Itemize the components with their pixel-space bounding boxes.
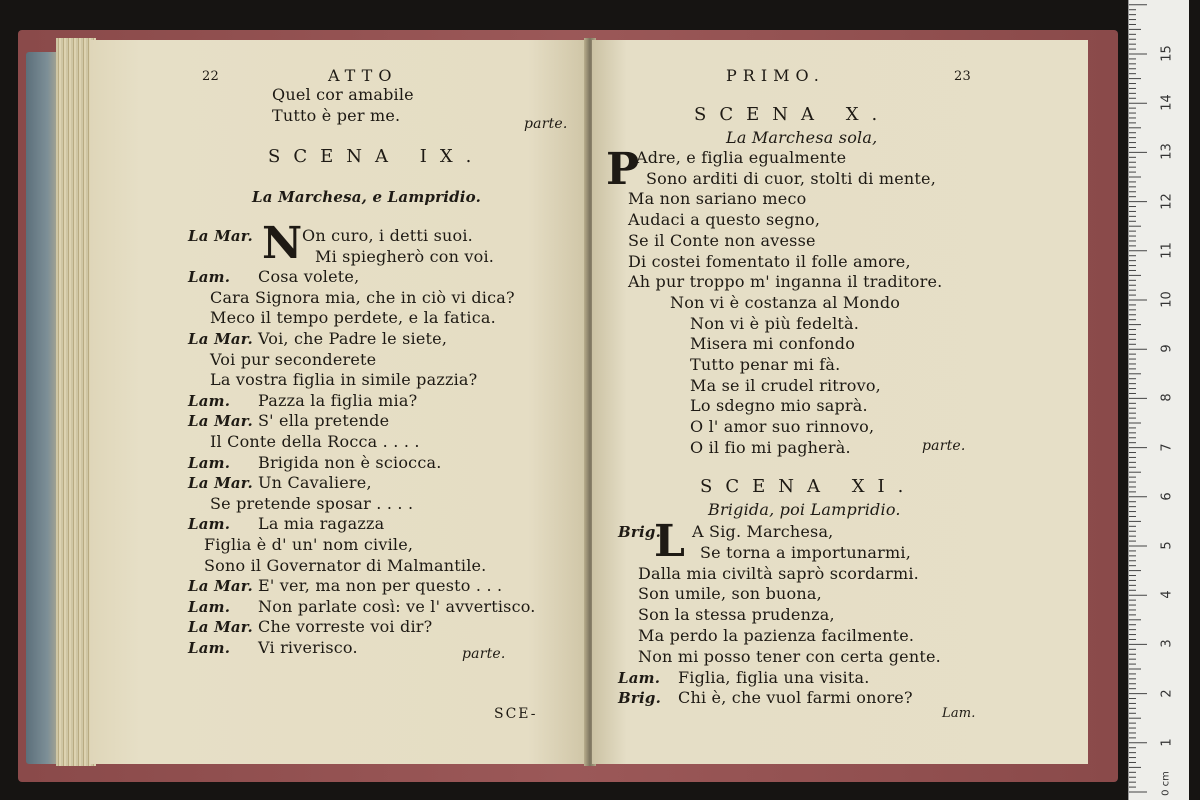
speaker-label: Lam. [188, 268, 231, 287]
verse-line: O il fio mi pagherà. [690, 437, 851, 457]
ruler-label: 9 [1159, 344, 1175, 353]
ruler-label: 6 [1159, 492, 1175, 501]
dialogue-line: Voi pur seconderete [210, 349, 377, 369]
ruler-label: 0 cm [1160, 771, 1172, 796]
speaker-label: Lam. [188, 639, 231, 657]
speaker-label: Lam. [188, 515, 231, 534]
dialogue-line: Figlia, figlia una visita. [678, 667, 870, 687]
scene-title: SCENA XI. [700, 476, 917, 497]
verse-line: Ma se il crudel ritrovo, [690, 375, 881, 395]
ruler-label: 5 [1159, 541, 1175, 550]
verse-line: Ah pur troppo m' inganna il traditore. [628, 272, 943, 292]
speaker-label: Brig. [618, 689, 661, 708]
ruler-label: 8 [1159, 393, 1175, 403]
verse-line: O l' amor suo rinnovo, [690, 417, 875, 437]
drop-capital: N [262, 218, 303, 269]
dialogue-line: Se pretende sposar . . . . [210, 493, 414, 513]
verse-line: Tutto penar mi fà. [690, 355, 841, 374]
speaker-label: La Mar. [188, 618, 253, 637]
verse-line: Non vi è più fedeltà. [690, 313, 860, 333]
scene-title: SCENA X. [694, 104, 891, 125]
verse-line: Sono arditi di cuor, stolti di mente, [646, 168, 937, 188]
ruler-label: 14 [1159, 94, 1175, 111]
dialogue-line: Non parlate così: ve l' avvertisco. [258, 596, 536, 616]
dialogue-line: La mia ragazza [258, 514, 385, 534]
ruler-label: 3 [1159, 639, 1175, 649]
speaker-label: Brig. [618, 523, 661, 541]
verse-line: Di costei fomentato il folle amore, [628, 251, 911, 271]
dialogue-line: Mi spiegherò con voi. [315, 246, 495, 266]
ruler-label: 4 [1159, 590, 1175, 599]
dialogue-line: Se torna a importunarmi, [700, 542, 911, 562]
dialogue-line: Che vorreste voi dir? [258, 617, 433, 637]
verse-line: Tutto è per me. [272, 106, 401, 125]
right-page [592, 40, 1088, 764]
verse-line: Audaci a questo segno, [628, 210, 821, 230]
drop-capital: P [606, 144, 640, 195]
stage-direction: parte. [462, 646, 506, 662]
left-page [90, 40, 588, 764]
verse-line: Quel cor amabile [272, 85, 414, 104]
dialogue-line: Un Cavaliere, [258, 473, 372, 493]
dialogue-line: Brigida non è sciocca. [258, 452, 442, 472]
dialogue-line: Pazza la figlia mia? [258, 390, 418, 410]
speaker-label: La Mar. [188, 474, 253, 493]
dialogue-line: Voi, che Padre le siete, [258, 329, 448, 348]
speaker-label: Lam. [188, 391, 231, 410]
catchword: Lam. [942, 706, 976, 721]
stage-direction: parte. [922, 438, 966, 454]
ruler-label: 12 [1159, 192, 1175, 210]
scene-characters: La Marchesa, e Lampridio. [252, 188, 482, 206]
dialogue-line: Il Conte della Rocca . . . . [210, 432, 420, 451]
verse-line: Misera mi confondo [690, 334, 856, 354]
dialogue-line: A Sig. Marchesa, [692, 522, 834, 541]
dialogue-line: Dalla mia civiltà saprò scordarmi. [638, 563, 919, 583]
verse-line: Non vi è costanza al Mondo [670, 292, 901, 312]
speaker-label: La Mar. [188, 577, 253, 596]
running-head: PRIMO. [726, 66, 825, 85]
dialogue-line: Cosa volete, [258, 267, 360, 287]
speaker-label: Lam. [188, 597, 231, 616]
verse-line: Lo sdegno mio saprà. [690, 396, 868, 416]
scene-title: SCENA IX. [268, 146, 485, 167]
ruler-label: 13 [1159, 143, 1175, 161]
stage-direction: parte. [524, 116, 568, 132]
dialogue-line: Ma perdo la pazienza facilmente. [638, 626, 915, 645]
running-head: ATTO [328, 66, 398, 85]
catchword: SCE- [494, 706, 538, 722]
speaker-label: Lam. [618, 668, 661, 687]
measurement-ruler [1128, 0, 1189, 800]
ruler-label: 11 [1159, 242, 1175, 259]
page-number: 23 [954, 69, 971, 84]
speaker-label: La Mar. [188, 330, 253, 348]
dialogue-line: La vostra figlia in simile pazzia? [210, 370, 478, 390]
drop-capital: L [654, 516, 685, 567]
page-number: 22 [202, 69, 219, 84]
dialogue-line: S' ella pretende [258, 411, 390, 431]
dialogue-line: Cara Signora mia, che in ciò vi dica? [210, 287, 515, 307]
scene-characters: La Marchesa sola, [726, 128, 878, 147]
dialogue-line: Vi riverisco. [258, 638, 358, 657]
dialogue-line: Son la stessa prudenza, [638, 605, 835, 625]
dialogue-line: Sono il Governator di Malmantile. [204, 555, 487, 575]
dialogue-line: On curo, i detti suoi. [302, 226, 473, 245]
speaker-label: Lam. [188, 453, 231, 472]
ruler-label: 1 [1159, 738, 1175, 747]
scene-characters: Brigida, poi Lampridio. [708, 500, 901, 519]
speaker-label: La Mar. [188, 227, 253, 245]
dialogue-line: Non mi posso tener con certa gente. [638, 646, 941, 666]
dialogue-line: Chi è, che vuol farmi onore? [678, 688, 913, 708]
dialogue-line: Meco il tempo perdete, e la fatica. [210, 308, 496, 328]
ruler-label: 10 [1159, 291, 1175, 308]
verse-line: Ma non sariano meco [628, 189, 807, 209]
dialogue-line: Figlia è d' un' nom civile, [204, 535, 414, 554]
verse-line: Adre, e figlia egualmente [636, 148, 847, 167]
speaker-label: La Mar. [188, 412, 253, 431]
dialogue-line: E' ver, ma non per questo . . . [258, 576, 503, 596]
ruler-label: 15 [1159, 45, 1175, 62]
dialogue-line: Son umile, son buona, [638, 584, 822, 604]
ruler-label: 2 [1159, 688, 1175, 698]
verse-line: Se il Conte non avesse [628, 230, 816, 250]
ruler-label: 7 [1159, 442, 1175, 452]
